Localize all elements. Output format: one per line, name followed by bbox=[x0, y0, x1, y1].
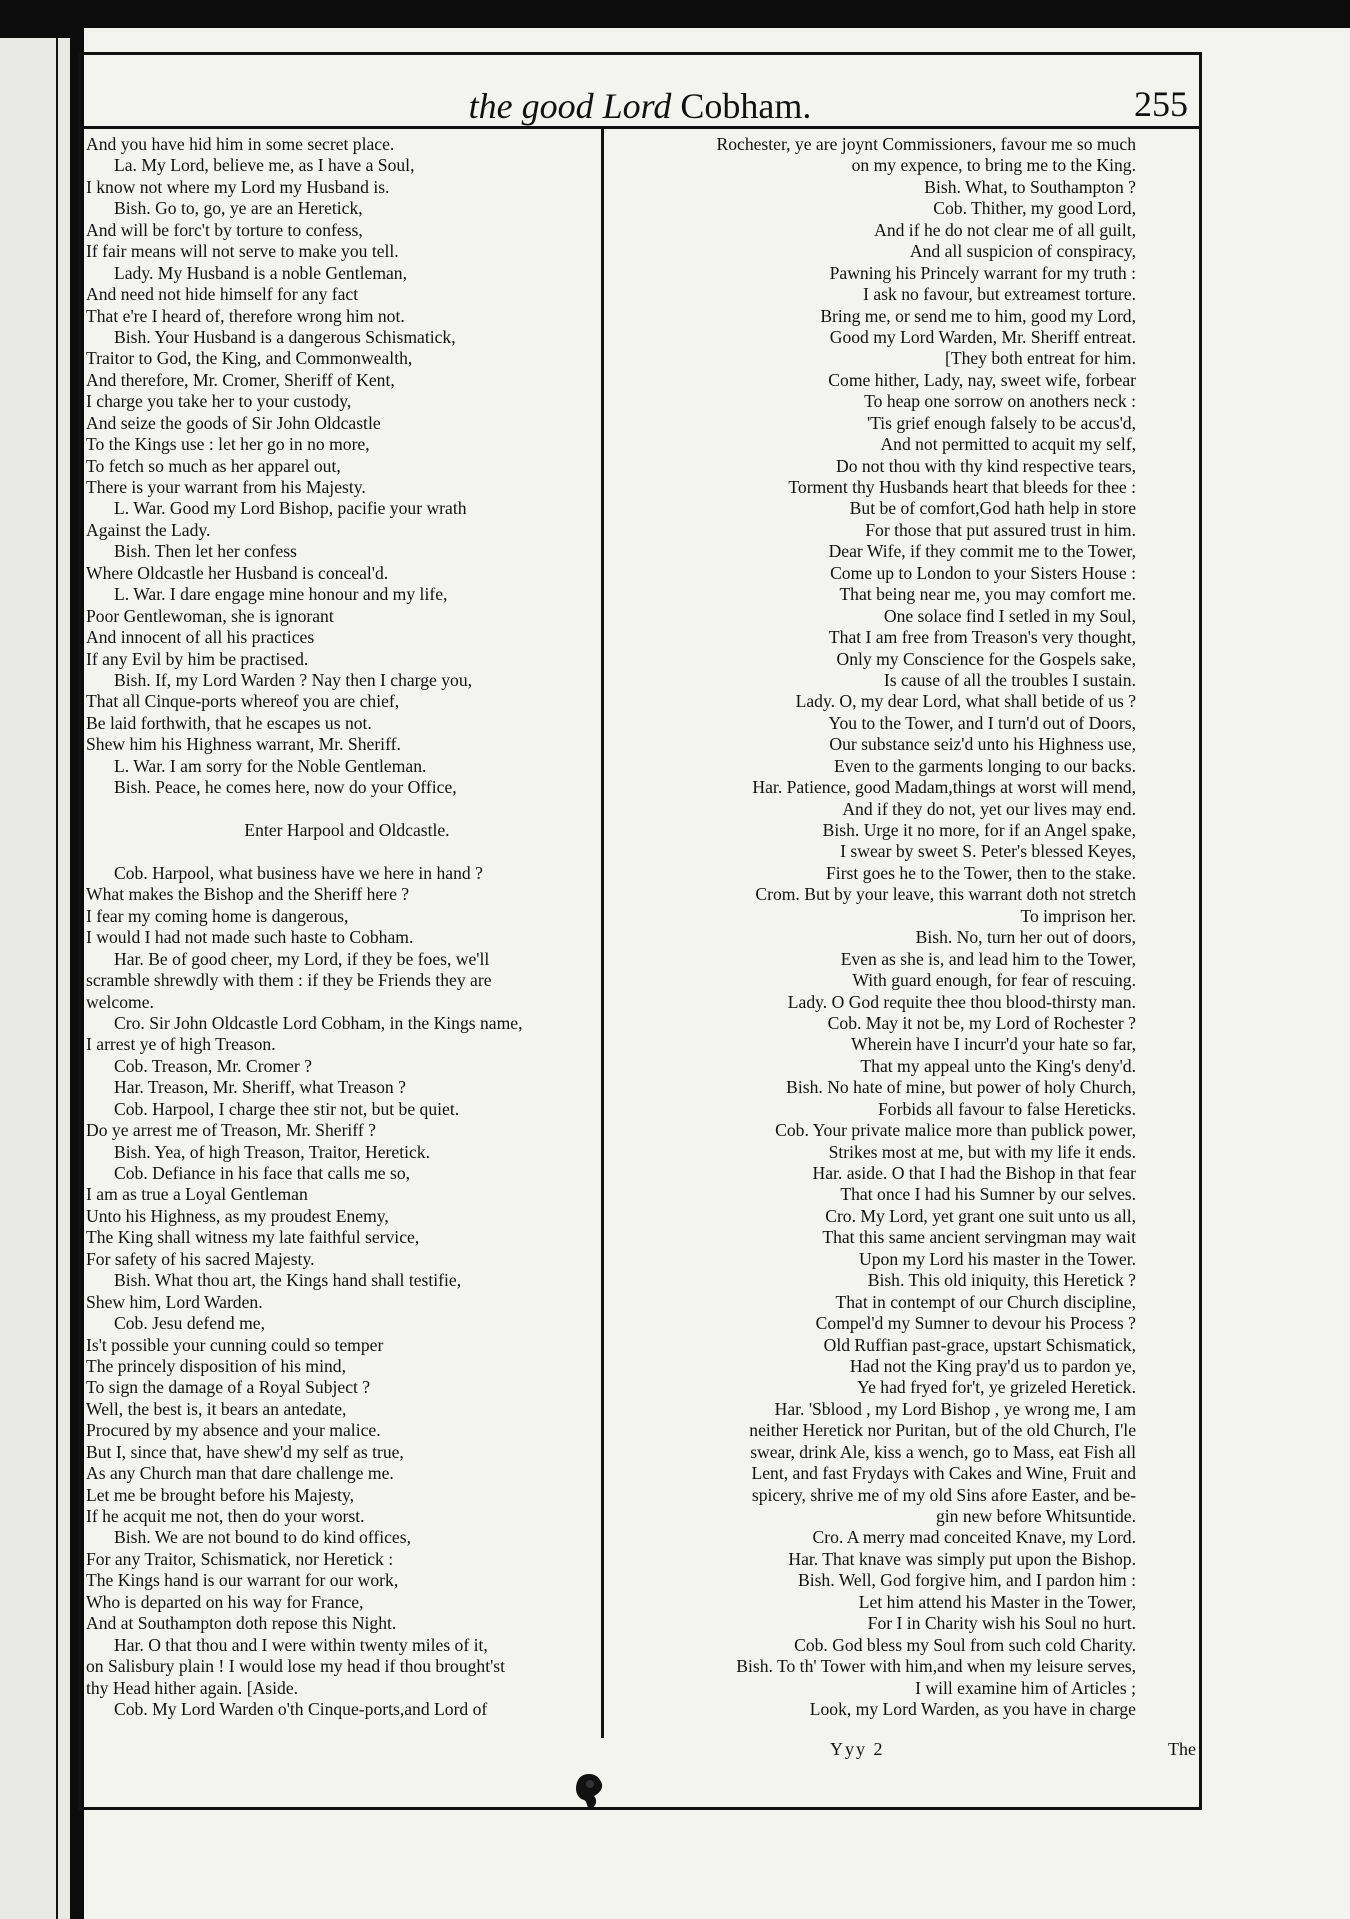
text-line: And therefore, Mr. Cromer, Sheriff of Kent, bbox=[86, 369, 395, 390]
text-line: Compel'd my Sumner to devour his Process ? bbox=[815, 1313, 1136, 1334]
text-line: That being near me, you may comfort me. bbox=[839, 584, 1136, 605]
signature-mark: Yyy 2 bbox=[830, 1739, 885, 1759]
text-line: Unto his Highness, as my proudest Enemy, bbox=[86, 1205, 389, 1226]
text-line: I am as true a Loyal Gentleman bbox=[86, 1184, 308, 1205]
text-line: That e're I heard of, therefore wrong him not. bbox=[86, 305, 405, 326]
text-line: Bish. To th' Tower with him,and when my leisure serves, bbox=[736, 1656, 1136, 1677]
text-line: Har. Patience, good Madam,things at worst will mend, bbox=[752, 777, 1136, 798]
text-line: Had not the King pray'd us to pardon ye, bbox=[849, 1355, 1136, 1376]
previous-page-edge bbox=[0, 38, 70, 1919]
text-line: If he acquit me not, then do your worst. bbox=[86, 1506, 365, 1526]
text-line: Wherein have I incurr'd your hate so far, bbox=[851, 1034, 1136, 1055]
text-line: And seize the goods of Sir John Oldcastle bbox=[86, 412, 381, 433]
text-line: Cob. May it not be, my Lord of Rochester ? bbox=[827, 1012, 1136, 1033]
left-column bbox=[86, 134, 608, 1720]
text-line: For I in Charity wish his Soul no hurt. bbox=[867, 1613, 1136, 1634]
text-line: Let him attend his Master in the Tower, bbox=[858, 1591, 1136, 1612]
text-line: The King shall witness my late faithful service, bbox=[86, 1227, 420, 1248]
text-line: Well, the best is, it bears an antedate, bbox=[86, 1398, 347, 1419]
text-line: For any Traitor, Schismatick, nor Heretick : bbox=[86, 1548, 394, 1569]
text-line: As any Church man that dare challenge me. bbox=[86, 1463, 394, 1484]
text-line: I would I had not made such haste to Cobham. bbox=[86, 927, 414, 948]
text-line: Crom. But by your leave, this warrant doth not stretch bbox=[755, 884, 1136, 905]
text-line: Rochester, ye are joynt Commissioners, favour me so much bbox=[716, 134, 1136, 154]
text-line: For those that put assured trust in him. bbox=[865, 519, 1136, 540]
text-line: Bish. No hate of mine, but power of holy Church, bbox=[786, 1077, 1136, 1098]
text-line: Bish. Peace, he comes here, now do your Office, bbox=[114, 777, 457, 798]
text-line: Lady. O, my dear Lord, what shall betide of us ? bbox=[795, 691, 1136, 712]
text-line: First goes he to the Tower, then to the stake. bbox=[826, 862, 1136, 883]
running-title-roman: Cobham. bbox=[680, 86, 812, 126]
text-line: gin new before Whitsuntide. bbox=[936, 1506, 1136, 1526]
text-line: But be of comfort,God hath help in store bbox=[849, 498, 1136, 519]
text-line: Is cause of all the troubles I sustain. bbox=[883, 669, 1136, 690]
text-line: I swear by sweet S. Peter's blessed Keyes, bbox=[840, 841, 1136, 862]
text-line: To fetch so much as her apparel out, bbox=[86, 455, 341, 476]
text-line: Come up to London to your Sisters House : bbox=[830, 562, 1136, 583]
text-line: welcome. bbox=[86, 991, 154, 1012]
text-line: Cob. Your private malice more than publick power, bbox=[775, 1120, 1136, 1141]
text-line: [They both entreat for him. bbox=[944, 348, 1136, 369]
text-line: Bish. We are not bound to do kind offices, bbox=[114, 1527, 411, 1548]
text-line: thy Head hither again. [Aside. bbox=[86, 1677, 299, 1698]
text-line: Forbids all favour to false Hereticks. bbox=[878, 1098, 1136, 1119]
text-line: scramble shrewdly with them : if they be Friends they are bbox=[86, 970, 492, 991]
text-line: Even to the garments longing to our backs. bbox=[834, 755, 1136, 776]
text-line bbox=[86, 841, 608, 862]
text-line: Har. aside. O that I had the Bishop in that fear bbox=[812, 1163, 1136, 1183]
catchword: The bbox=[1168, 1739, 1196, 1759]
text-line: To imprison her. bbox=[1020, 905, 1136, 926]
text-line: Bish. Go to, go, ye are an Heretick, bbox=[114, 198, 363, 219]
text-line: Poor Gentlewoman, she is ignorant bbox=[86, 605, 334, 626]
text-line: To sign the damage of a Royal Subject ? bbox=[86, 1377, 371, 1398]
previous-page-rule bbox=[56, 38, 58, 1919]
text-line: 'Tis grief enough falsely to be accus'd, bbox=[866, 412, 1136, 433]
text-line: That I am free from Treason's very thought, bbox=[828, 627, 1136, 648]
text-line: Bish. No, turn her out of doors, bbox=[915, 927, 1136, 948]
text-line: Is't possible your cunning could so temper bbox=[86, 1334, 384, 1355]
text-line: Lady. O God requite thee thou blood-thirsty man. bbox=[787, 991, 1136, 1012]
text-line: Cob. My Lord Warden o'th Cinque-ports,and Lord of bbox=[114, 1698, 488, 1719]
text-line: Bish. Urge it no more, for if an Angel spake, bbox=[822, 820, 1136, 840]
text-line: To the Kings use : let her go in no more, bbox=[86, 434, 370, 455]
text-line: I know not where my Lord my Husband is. bbox=[86, 176, 390, 197]
text-line: Good my Lord Warden, Mr. Sheriff entreat. bbox=[829, 326, 1136, 347]
text-line: Bish. What, to Southampton ? bbox=[924, 176, 1136, 197]
text-line: If fair means will not serve to make you tell. bbox=[86, 241, 399, 262]
text-line: For safety of his sacred Majesty. bbox=[86, 1248, 315, 1269]
text-line: And not permitted to acquit my self, bbox=[880, 434, 1136, 455]
text-line: Shew him, Lord Warden. bbox=[86, 1291, 263, 1312]
text-line: Only my Conscience for the Gospels sake, bbox=[836, 648, 1136, 669]
text-line: Shew him his Highness warrant, Mr. Sheriff. bbox=[86, 734, 401, 755]
text-line: Bish. Your Husband is a dangerous Schismatick, bbox=[114, 326, 456, 347]
text-line: Be laid forthwith, that he escapes us not. bbox=[86, 712, 372, 733]
text-line: on my expence, to bring me to the King. bbox=[851, 155, 1136, 176]
text-line: And all suspicion of conspiracy, bbox=[909, 241, 1136, 262]
text-line: Strikes most at me, but with my life it ends. bbox=[828, 1141, 1136, 1162]
running-header bbox=[78, 60, 1202, 126]
text-line: And will be forc't by torture to confess, bbox=[86, 219, 363, 240]
text-line: spicery, shrive me of my old Sins afore Easter, and be- bbox=[751, 1484, 1136, 1505]
text-line: Do ye arrest me of Treason, Mr. Sheriff ? bbox=[86, 1120, 376, 1141]
text-line: Cob. Defiance in his face that calls me so, bbox=[114, 1163, 411, 1183]
text-line: Cro. My Lord, yet grant one suit unto us all, bbox=[825, 1205, 1136, 1226]
text-line: The princely disposition of his mind, bbox=[86, 1355, 346, 1376]
text-line: Bish. What thou art, the Kings hand shall testifie, bbox=[114, 1270, 462, 1291]
running-title bbox=[78, 84, 1202, 126]
text-line: L. War. Good my Lord Bishop, pacifie your wrath bbox=[114, 498, 467, 519]
text-line: One solace find I setled in my Soul, bbox=[883, 605, 1136, 626]
text-line: Our substance seiz'd unto his Highness use, bbox=[829, 734, 1136, 755]
ink-blot-ornament bbox=[572, 1770, 606, 1810]
text-line: Upon my Lord his master in the Tower. bbox=[859, 1248, 1136, 1269]
text-line: And you have hid him in some secret place. bbox=[86, 134, 395, 154]
text-line: Dear Wife, if they commit me to the Tower, bbox=[828, 541, 1136, 562]
text-line: With guard enough, for fear of rescuing. bbox=[852, 970, 1136, 991]
text-line: neither Heretick nor Puritan, but of the old Church, I'le bbox=[749, 1420, 1136, 1441]
text-line: Bring me, or send me to him, good my Lord, bbox=[820, 305, 1136, 326]
text-line: Har. Treason, Mr. Sheriff, what Treason ? bbox=[114, 1077, 406, 1098]
text-line: Lady. My Husband is a noble Gentleman, bbox=[114, 262, 408, 283]
text-line: Cob. God bless my Soul from such cold Charity. bbox=[794, 1634, 1136, 1655]
text-line: Har. O that thou and I were within twenty miles of it, bbox=[114, 1634, 488, 1655]
text-line: Let me be brought before his Majesty, bbox=[86, 1484, 355, 1505]
text-line: Enter Harpool and Oldcastle. bbox=[244, 820, 450, 840]
text-line: Traitor to God, the King, and Commonwealth, bbox=[86, 348, 413, 369]
text-line: Ye had fryed for't, ye grizeled Heretick. bbox=[857, 1377, 1136, 1398]
text-line: And at Southampton doth repose this Night. bbox=[86, 1613, 397, 1634]
text-line: Cro. A merry mad conceited Knave, my Lord. bbox=[812, 1527, 1136, 1548]
text-line: Cro. Sir John Oldcastle Lord Cobham, in the Kings name, bbox=[114, 1012, 523, 1033]
text-line: And need not hide himself for any fact bbox=[86, 284, 359, 305]
text-line: And innocent of all his practices bbox=[86, 627, 315, 648]
text-line: But I, since that, have shew'd my self as true, bbox=[86, 1441, 404, 1462]
header-rule bbox=[78, 126, 1202, 129]
text-line: Bish. This old iniquity, this Heretick ? bbox=[867, 1270, 1136, 1291]
text-line: Torment thy Husbands heart that bleeds for thee : bbox=[788, 477, 1136, 497]
text-line: What makes the Bishop and the Sheriff here ? bbox=[86, 884, 410, 905]
text-line: Do not thou with thy kind respective tears, bbox=[835, 455, 1136, 476]
text-line: And if they do not, yet our lives may end. bbox=[842, 798, 1136, 819]
text-line: I arrest ye of high Treason. bbox=[86, 1034, 276, 1055]
text-line: If any Evil by him be practised. bbox=[86, 648, 309, 669]
text-line: I will examine him of Articles ; bbox=[915, 1677, 1136, 1698]
text-line: Look, my Lord Warden, as you have in charge bbox=[809, 1698, 1136, 1719]
text-line: Cob. Thither, my good Lord, bbox=[933, 198, 1136, 219]
text-line: Cob. Harpool, I charge thee stir not, but be quiet. bbox=[114, 1098, 460, 1119]
text-line: L. War. I am sorry for the Noble Gentleman. bbox=[114, 755, 427, 776]
text-line: on Salisbury plain ! I would lose my head if thou brought'st bbox=[86, 1656, 506, 1677]
text-line: That once I had his Sumner by our selves. bbox=[840, 1184, 1136, 1205]
text-line: That this same ancient servingman may wait bbox=[822, 1227, 1136, 1248]
text-line: That my appeal unto the King's deny'd. bbox=[860, 1055, 1136, 1076]
text-line: Bish. If, my Lord Warden ? Nay then I charge you, bbox=[114, 669, 473, 690]
running-title-italic: the good Lord bbox=[468, 86, 672, 126]
text-line: You to the Tower, and I turn'd out of Doors, bbox=[828, 712, 1136, 733]
text-line: Where Oldcastle her Husband is conceal'd. bbox=[86, 562, 389, 583]
text-line: Har. That knave was simply put upon the Bishop. bbox=[788, 1548, 1136, 1569]
text-line: Lent, and fast Frydays with Cakes and Wine, Fruit and bbox=[751, 1463, 1136, 1484]
text-line: I ask no favour, but extreamest torture. bbox=[863, 284, 1136, 305]
text-line: Har. 'Sblood , my Lord Bishop , ye wrong me, I am bbox=[774, 1398, 1136, 1419]
text-line: Cob. Harpool, what business have we here in hand ? bbox=[114, 862, 483, 883]
text-line: Old Ruffian past-grace, upstart Schismatick, bbox=[823, 1334, 1136, 1355]
text-line bbox=[86, 799, 608, 820]
text-line: Who is departed on his way for France, bbox=[86, 1591, 364, 1612]
text-line: The Kings hand is our warrant for our work, bbox=[86, 1570, 399, 1591]
text-line: Against the Lady. bbox=[86, 519, 211, 540]
text-line: swear, drink Ale, kiss a wench, go to Mass, eat Fish all bbox=[750, 1441, 1136, 1462]
text-line: Har. Be of good cheer, my Lord, if they be foes, we'll bbox=[114, 948, 490, 969]
text-line: Even as she is, and lead him to the Tower, bbox=[840, 948, 1136, 969]
text-line: Bish. Well, God forgive him, and I pardon him : bbox=[797, 1570, 1136, 1591]
text-line: Pawning his Princely warrant for my truth : bbox=[829, 262, 1136, 283]
text-line: That all Cinque-ports whereof you are chief, bbox=[86, 691, 400, 712]
text-line: And if he do not clear me of all guilt, bbox=[874, 219, 1136, 240]
text-line: La. My Lord, believe me, as I have a Soul, bbox=[114, 155, 415, 176]
text-line: Cob. Jesu defend me, bbox=[114, 1313, 265, 1334]
text-line: L. War. I dare engage mine honour and my life, bbox=[114, 584, 448, 605]
page-number: 255 bbox=[1134, 84, 1188, 124]
text-line: Bish. Then let her confess bbox=[114, 541, 297, 562]
text-line: That in contempt of our Church discipline, bbox=[835, 1291, 1136, 1312]
text-line: Come hither, Lady, nay, sweet wife, forbear bbox=[828, 369, 1136, 390]
text-line: I charge you take her to your custody, bbox=[86, 391, 352, 412]
text-line: Procured by my absence and your malice. bbox=[86, 1420, 381, 1441]
text-line: Cob. Treason, Mr. Cromer ? bbox=[114, 1055, 312, 1076]
right-column bbox=[614, 134, 1136, 1720]
text-line: There is your warrant from his Majesty. bbox=[86, 477, 366, 497]
text-line: Bish. Yea, of high Treason, Traitor, Heretick. bbox=[114, 1141, 430, 1162]
text-line: To heap one sorrow on anothers neck : bbox=[864, 391, 1136, 412]
text-line: I fear my coming home is dangerous, bbox=[86, 905, 349, 926]
